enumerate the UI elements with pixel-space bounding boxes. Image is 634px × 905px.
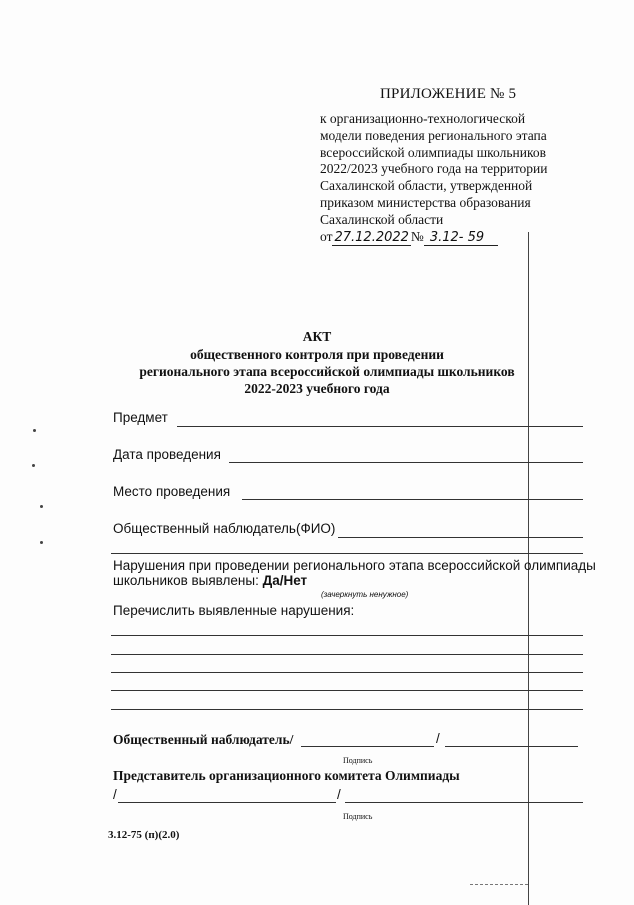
signature-caption: Подпись: [343, 756, 373, 765]
violation-line[interactable]: [111, 654, 583, 655]
order-date: 27.12.2022: [334, 229, 409, 245]
committee-rep-name-field[interactable]: [118, 802, 336, 803]
act-subtitle-line3: 2022-2023 учебного года: [244, 381, 390, 396]
approval-line: приказом министерства образования: [320, 194, 531, 210]
committee-rep-label: Представитель организационного комитета Олимпиады: [113, 768, 460, 783]
appendix-title: ПРИЛОЖЕНИЕ № 5: [380, 86, 517, 102]
violations-prefix: школьников выявлены:: [113, 573, 263, 588]
approval-line: Сахалинской области, утвержденной: [320, 178, 533, 194]
slash: /: [113, 787, 117, 802]
document-code: 3.12-75 (п)(2.0): [108, 829, 180, 841]
violation-line[interactable]: [111, 635, 583, 636]
act-title: АКТ: [302, 329, 332, 344]
act-subtitle-line1: общественного контроля при проведении: [190, 347, 444, 362]
scan-speck: [40, 505, 43, 508]
date-field[interactable]: [229, 462, 583, 463]
committee-rep-signature-field[interactable]: [345, 802, 583, 803]
yes-no-option: Да/Нет: [262, 573, 308, 588]
slash: /: [436, 731, 440, 746]
observer-signature-field[interactable]: [445, 746, 578, 747]
scan-speck: [33, 429, 36, 432]
approval-line: Сахалинской области: [320, 211, 444, 227]
observer-name-field-extra[interactable]: [111, 553, 583, 554]
slash: /: [337, 787, 341, 802]
observer-signature-label: Общественный наблюдатель/: [113, 732, 294, 747]
violations-text-line2: [113, 573, 307, 588]
observer-name-field[interactable]: [338, 537, 583, 538]
violation-line[interactable]: [111, 672, 583, 673]
observer-name-signature-field[interactable]: [301, 746, 434, 747]
violations-list-label: Перечислить выявленные нарушения:: [113, 603, 355, 618]
scan-speck: [40, 541, 43, 544]
order-number: 3.12- 59: [424, 230, 498, 246]
observer-name-label: Общественный наблюдатель(ФИО): [113, 521, 336, 536]
approval-text: [320, 111, 580, 246]
violation-line[interactable]: [111, 690, 583, 691]
signature-caption: Подпись: [343, 812, 373, 821]
violation-line[interactable]: [111, 709, 583, 710]
place-field[interactable]: [242, 499, 583, 500]
approval-line: 2022/2023 учебного года на территории: [320, 161, 548, 177]
approval-line: модели поведения регионального этапа: [320, 127, 547, 143]
strike-hint: (зачеркнуть ненужное): [321, 590, 409, 599]
order-reference: [320, 229, 580, 247]
subject-field[interactable]: [177, 426, 583, 427]
approval-line: всероссийской олимпиады школьников: [320, 144, 546, 160]
from-prefix: от: [320, 228, 333, 244]
violations-text-line1: Нарушения при проведении регионального этапа всероссийской олимпиады: [113, 558, 596, 573]
number-sign: №: [410, 228, 424, 244]
scan-speck: [32, 464, 35, 467]
subject-label: Предмет: [113, 410, 168, 425]
place-label: Место проведения: [113, 484, 231, 499]
act-subtitle-line2: регионального этапа всероссийской олимпиады школьников: [139, 364, 515, 379]
scan-artifact-dash: [470, 884, 528, 885]
date-label: Дата проведения: [113, 447, 221, 462]
approval-line: к организационно-технологической: [320, 111, 526, 126]
